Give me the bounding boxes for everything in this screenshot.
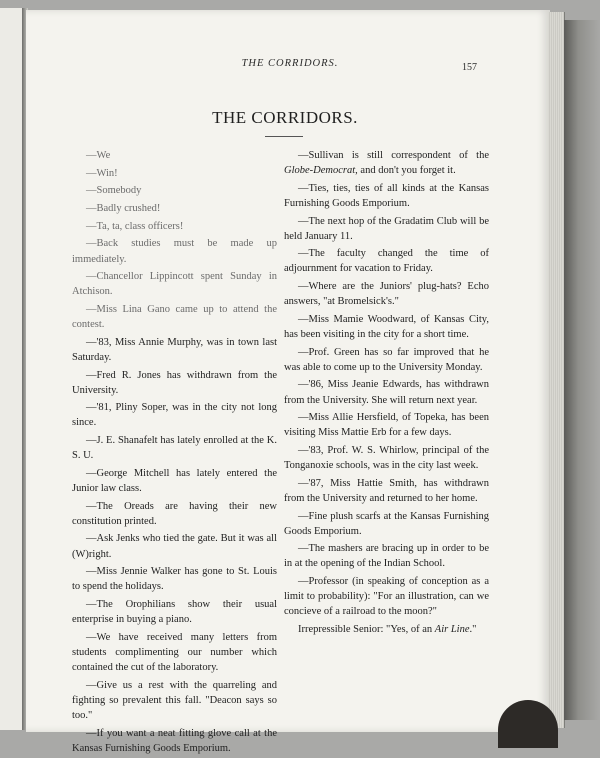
news-item: —Professor (in speaking of conception as a limit to probability): "For an illustration, can we concieve of a railroad to the moon?" [284, 576, 489, 618]
right-column [284, 148, 489, 640]
news-item: —Miss Lina Gano came up to attend the contest. [72, 304, 277, 331]
emphasis-text: Air Line [434, 624, 470, 636]
news-item: —Give us a rest with the quarreling and fighting so prevalent this fall. "Deacon says so too." [72, 679, 277, 721]
page-edges [548, 12, 565, 728]
news-item: —Miss Jennie Walker has gone to St. Louis to spend the holidays. [72, 566, 277, 593]
text-run: Irrepressible Senior: "Yes, of an [298, 624, 435, 636]
text-run: , and don't you forget it. [355, 165, 456, 177]
left-page-edge [0, 8, 23, 730]
news-item: —The Orophilians show their usual enterprise in buying a piano. [72, 599, 277, 626]
news-item: —The Oreads are having their new constitution printed. [72, 500, 277, 527]
title-rule [265, 136, 303, 137]
news-item: —Prof. Green has so far improved that he was able to come up to the University Monday. [284, 346, 489, 373]
news-item: —Ta, ta, class officers! [86, 220, 184, 232]
news-item: —Badly crushed! [86, 203, 161, 215]
news-item: —Back studies must be made up immediately. [72, 238, 277, 265]
news-item: —George Mitchell has lately entered the Junior law class. [72, 467, 277, 494]
news-item-sullivan [284, 148, 489, 178]
page-number: 157 [462, 62, 477, 73]
news-item: —Where are the Juniors' plug-hats? Echo answers, "at Bromelsick's." [284, 281, 489, 308]
text-run: ." [469, 624, 477, 636]
text-run: —Sullivan is still correspondent of the [298, 150, 489, 161]
news-item: —Ties, ties, ties of all kinds at the Kansas Furnishing Goods Emporium. [284, 182, 489, 209]
news-item-senior-reply [284, 622, 489, 637]
news-item: —We [86, 150, 111, 161]
news-item: —'83, Miss Annie Murphy, was in town last Saturday. [72, 336, 277, 363]
news-item: —Chancellor Lippincott spent Sunday in Atchison. [72, 271, 277, 298]
news-item: —Somebody [86, 185, 142, 197]
news-item: —The mashers are bracing up in order to be in at the opening of the Indian School. [284, 543, 489, 570]
news-item: —If you want a neat fitting glove call at the Kansas Furnishing Goods Emporium. [72, 727, 277, 754]
news-item: —Fine plush scarfs at the Kansas Furnishing Goods Emporium. [284, 510, 489, 537]
newspaper-title: Globe-Democrat [284, 165, 356, 177]
news-item: —'81, Pliny Soper, was in the city not long since. [72, 402, 277, 429]
news-item: —'83, Prof. W. S. Whirlow, principal of the Tonganoxie schools, was in the city last week. [284, 445, 489, 472]
left-column [72, 148, 277, 758]
news-item: —The faculty changed the time of adjournment for vacation to Friday. [284, 248, 489, 275]
news-item: —J. E. Shanafelt has lately enrolled at the K. S. U. [72, 435, 277, 462]
news-item: —We have received many letters from students complimenting our number which contained the cut of the laboratory. [72, 631, 277, 673]
news-item: —Miss Allie Hersfield, of Topeka, has been visiting Miss Mattie Erb for a few days. [284, 412, 489, 439]
news-item: —'87, Miss Hattie Smith, has withdrawn from the University and returned to her home. [284, 477, 489, 504]
news-item: —Ask Jenks who tied the gate. But it was all (W)right. [72, 533, 277, 560]
book-spine [564, 20, 600, 720]
news-item: —The next hop of the Gradatim Club will be held January 11. [284, 215, 489, 242]
news-item: —Fred R. Jones has withdrawn from the University. [72, 369, 277, 396]
running-head: THE CORRIDORS. [241, 58, 339, 69]
news-item: —Miss Mamie Woodward, of Kansas City, has been visiting in the city for a short time. [284, 313, 489, 340]
news-item: —Win! [86, 167, 118, 179]
page-title: THE CORRIDORS. [212, 108, 358, 127]
news-item: —'86, Miss Jeanie Edwards, has withdrawn from the University. She will return next year. [284, 379, 489, 406]
